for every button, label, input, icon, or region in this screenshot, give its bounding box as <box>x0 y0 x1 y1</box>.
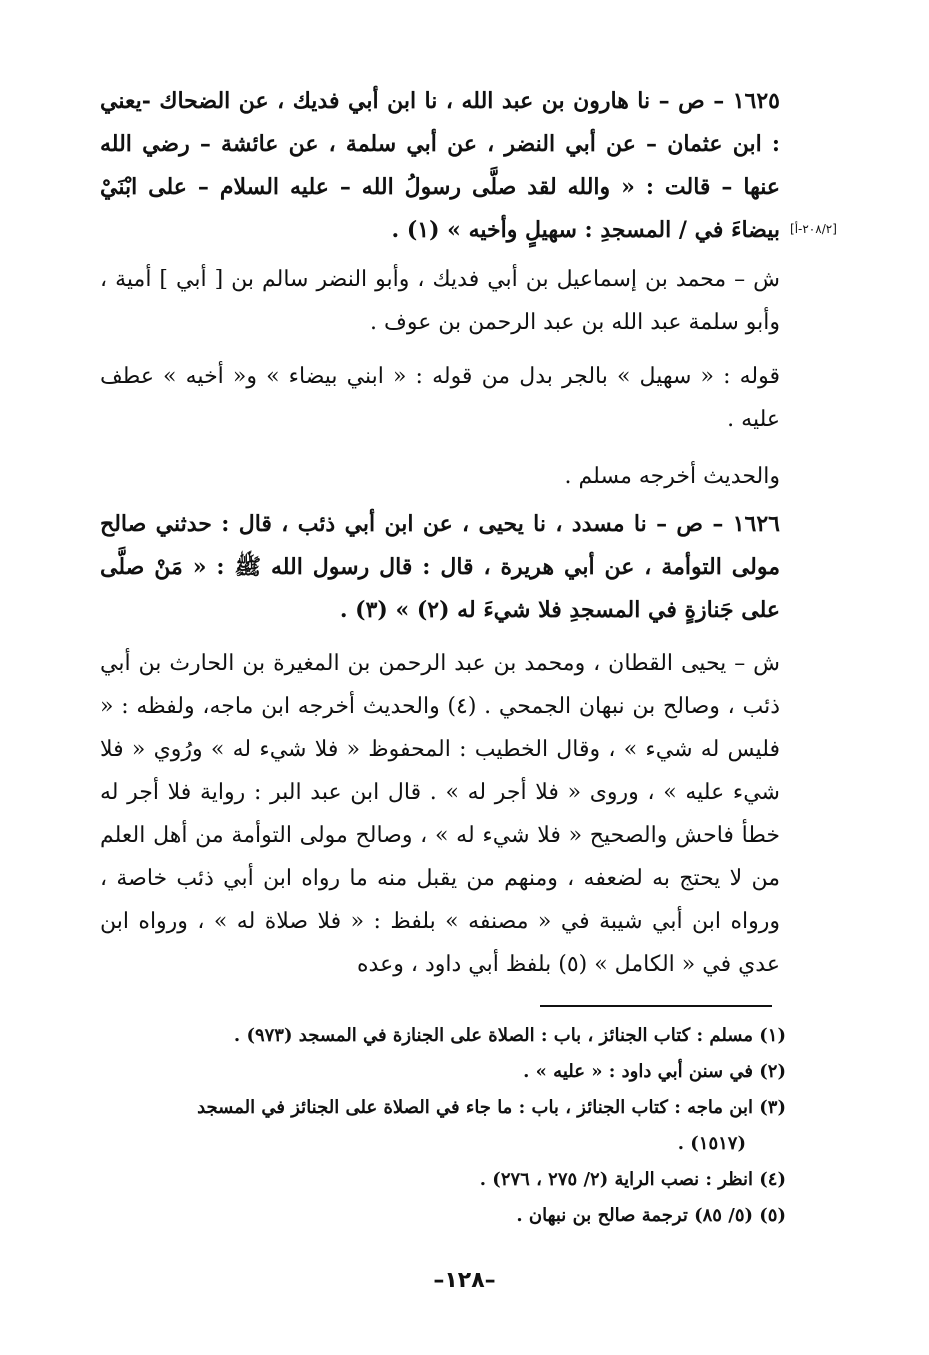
footnote-separator <box>540 1005 772 1007</box>
hadith-1625: ١٦٢٥ – ص – نا هارون بن عبد الله ، نا ابن أبي فديك ، عن الضحاك -يعني : ابن عثمان – عن أبي النضر ، عن أبي سلمة ، عن عائشة – رضي الله عنها – قالت : « والله لقد صلَّى رسولُ الله – عليه السلام – على ابْنَيْ بيضاءَ في / المسجدِ : سهيلٍ وأخيه » (١) . <box>100 88 780 243</box>
commentary-1625-source: والحديث أخرجه مسلم . <box>564 464 780 489</box>
footnote-5: (٥) (٥/ ٨٥) ترجمة صالح بن نبهان . <box>516 1205 786 1226</box>
commentary-1625-grammar: قوله : « سهيل » بالجر بدل من قوله : « ابني بيضاء » و« أخيه » عطف عليه . <box>100 364 780 432</box>
commentary-1626: ش – يحيى القطان ، ومحمد بن عبد الرحمن بن المغيرة بن الحارث بن أبي ذئب ، وصالح بن نبهان الجمحي . (٤) والحديث أخرجه ابن ماجه، ولفظه : « فليس له شيء » ، وقال الخطيب : المحفوظ « فلا شيء له » ورُوي « فلا شيء عليه » ، وروى « فلا أجر له » . قال ابن عبد البر : رواية فلا أجر له خطأ فاحش والصحيح « فلا شيء له » ، وصالح مولى التوأمة من أهل العلم من لا يحتج به لضعفه ، ومنهم من يقبل منه ما رواه ابن أبي ذئب خاصة ، ورواه ابن أبي شيبة في « مصنفه » بلفظ : « فلا صلاة له » ، ورواه ابن عدي في « الكامل » (٥) بلفظ أبي داود ، وعده <box>100 651 780 977</box>
margin-reference: [٢٠٨/٢-أ] <box>790 222 837 236</box>
footnote-3-continued: (١٥١٧) . <box>677 1133 746 1154</box>
footnote-3: (٣) ابن ماجه : كتاب الجنائز ، باب : ما جاء في الصلاة على الجنائز في المسجد <box>197 1097 786 1118</box>
hadith-1626: ١٦٢٦ – ص – نا مسدد ، نا يحيى ، عن ابن أبي ذئب ، قال : حدثني صالح مولى التوأمة ، عن أبي هريرة ، قال : قال رسول الله ﷺ : « مَنْ صلَّى على جَنازةٍ في المسجدِ فلا شيءَ له (٢) » (٣) . <box>100 511 780 623</box>
commentary-1625-narrators: ش – محمد بن إسماعيل بن أبي فديك ، وأبو النضر سالم بن [ أبي ] أمية ، وأبو سلمة عبد الله بن عبد الرحمن بن عوف . <box>100 267 780 335</box>
page-number: –١٢٨– <box>433 1268 496 1293</box>
footnote-2: (٢) في سنن أبي داود : « عليه » . <box>523 1061 786 1082</box>
footnote-4: (٤) انظر : نصب الراية (٢/ ٢٧٥ ، ٢٧٦) . <box>479 1169 786 1190</box>
footnote-1: (١) مسلم : كتاب الجنائز ، باب : الصلاة على الجنازة في المسجد (٩٧٣) . <box>233 1025 786 1046</box>
footnotes <box>96 1018 786 1234</box>
